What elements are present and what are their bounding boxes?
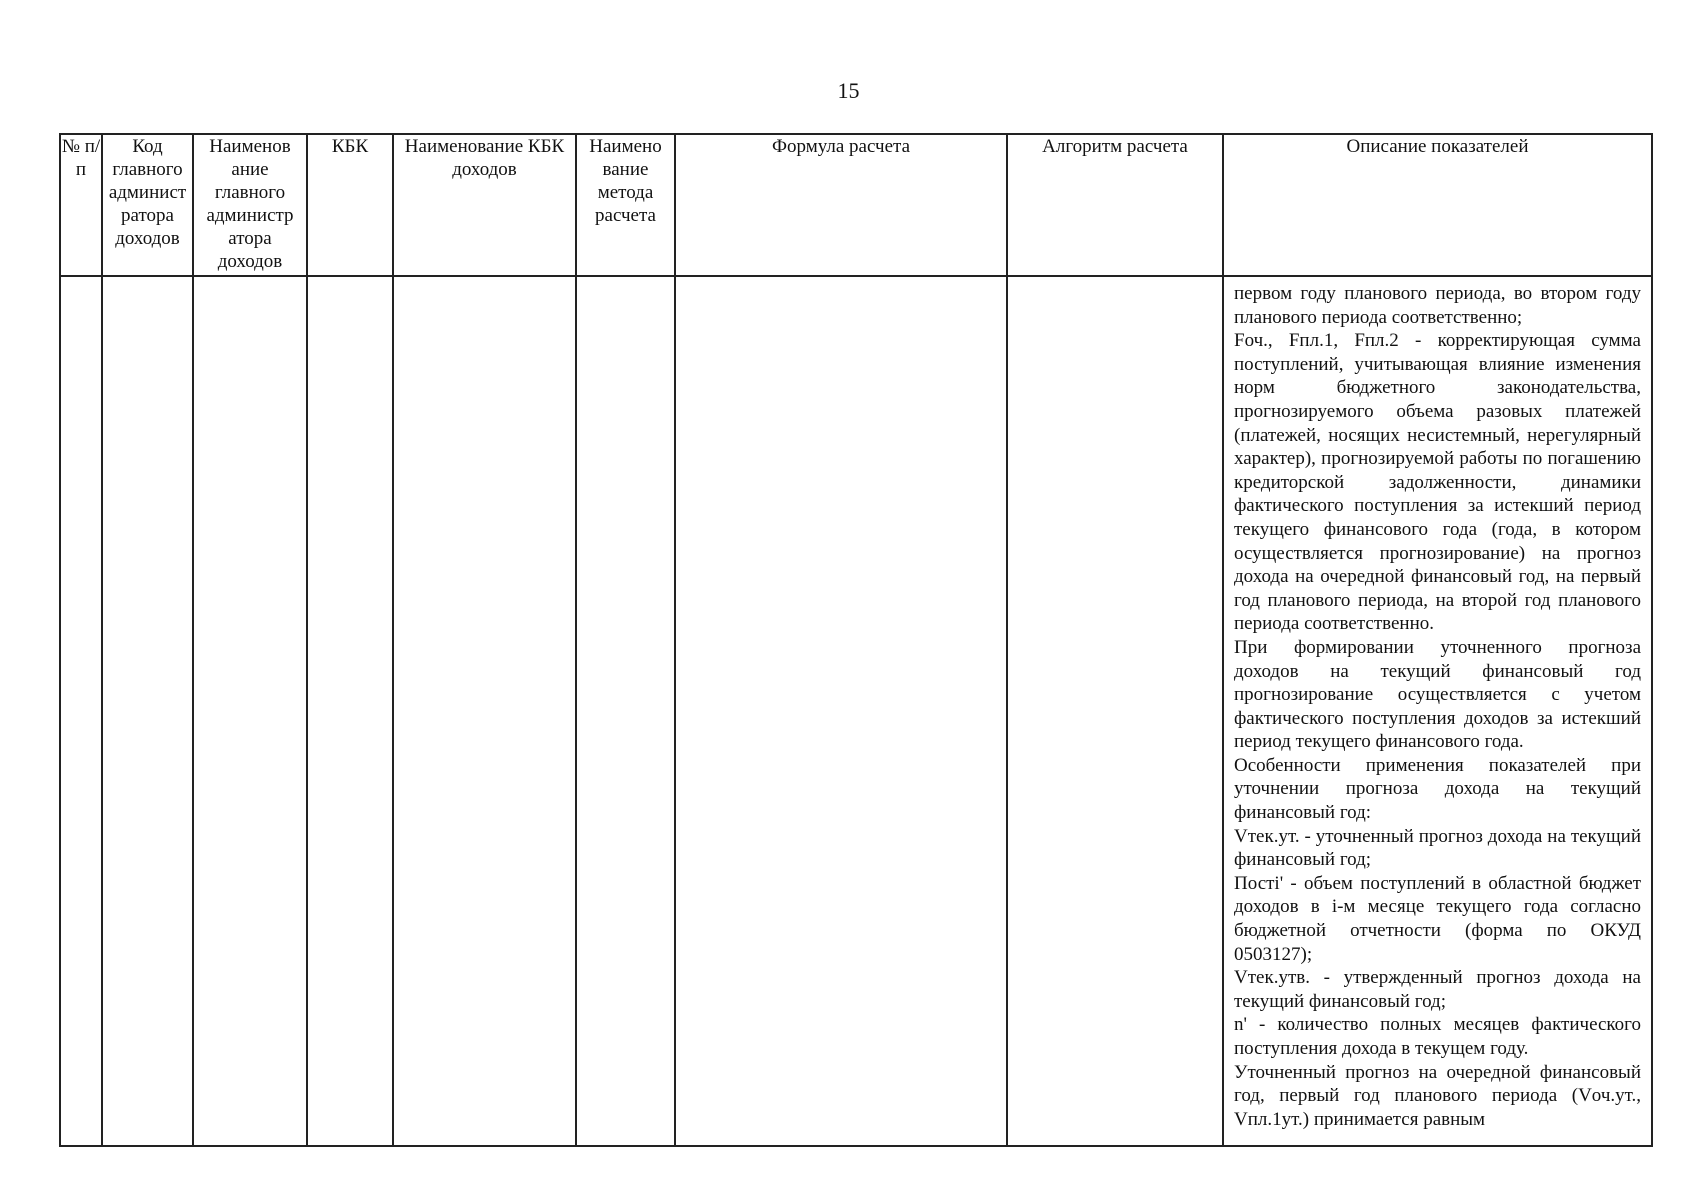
description-paragraph: n' - количество полных месяцев фактического поступления дохода в текущем году. — [1234, 1014, 1641, 1059]
header-admin-code: Код главного админист ратора доходов — [102, 134, 193, 276]
header-kbk-name: Наименование КБК доходов — [393, 134, 576, 276]
cell-kbk — [307, 276, 393, 1146]
description-paragraph: Vтек.ут. - уточненный прогноз дохода на текущий финансовый год; — [1234, 825, 1641, 871]
cell-admin-name — [193, 276, 307, 1146]
description-paragraph: Vтек.утв. - утвержденный прогноз дохода на текущий финансовый год; — [1234, 967, 1641, 1012]
header-kbk: КБК — [307, 134, 393, 276]
description-paragraph: Постi' - объем поступлений в областной бюджет доходов в i-м месяце текущего года согласно бюджетной отчетности (форма по ОКУД 0503127); — [1234, 872, 1641, 965]
cell-formula — [675, 276, 1007, 1146]
description-paragraph: Уточненный прогноз на очередной финансовый год, первый год планового периода (Vоч.ут., Vпл.1ут.) принимается равным — [1234, 1061, 1641, 1130]
description-paragraph: первом году планового периода, во втором году планового периода соответственно; — [1234, 283, 1641, 328]
description-paragraph: Особенности применения показателей при уточнении прогноза дохода на текущий финансовый год: — [1234, 754, 1641, 824]
cell-description — [1223, 276, 1652, 1146]
cell-number — [60, 276, 102, 1146]
page-number: 15 — [837, 78, 860, 103]
table-header-row — [60, 134, 1652, 276]
header-admin-name: Наименов ание главного администр атора доходов — [193, 134, 307, 276]
revenue-forecast-table — [59, 133, 1653, 1147]
table-row — [60, 276, 1652, 1146]
cell-algorithm — [1007, 276, 1223, 1146]
header-formula: Формула расчета — [675, 134, 1007, 276]
header-number: № п/п — [60, 134, 102, 276]
description-text — [1224, 277, 1651, 1145]
cell-method-name — [576, 276, 675, 1146]
header-description: Описание показателей — [1223, 134, 1652, 276]
cell-admin-code — [102, 276, 193, 1146]
description-paragraph: При формировании уточненного прогноза доходов на текущий финансовый год прогнозирование осуществляется с учетом фактического поступления доходов за истекший период текущего финансового года. — [1234, 636, 1641, 753]
description-paragraph: Fоч., Fпл.1, Fпл.2 - корректирующая сумма поступлений, учитывающая влияние изменения норм бюджетного законодательства, прогнозируемого объема разовых платежей (платежей, носящих несистемный, нерегулярный характер), прогнозируемой работы по погашению кредиторской задолженности, динамики фактического поступления за истекший период текущего финансового года (года, в котором осуществляется прогнозирование) на прогноз дохода на очередной финансовый год, на первый год планового периода, на второй год планового периода соответственно. — [1234, 330, 1641, 635]
cell-kbk-name — [393, 276, 576, 1146]
header-method-name: Наимено вание метода расчета — [576, 134, 675, 276]
header-algorithm: Алгоритм расчета — [1007, 134, 1223, 276]
